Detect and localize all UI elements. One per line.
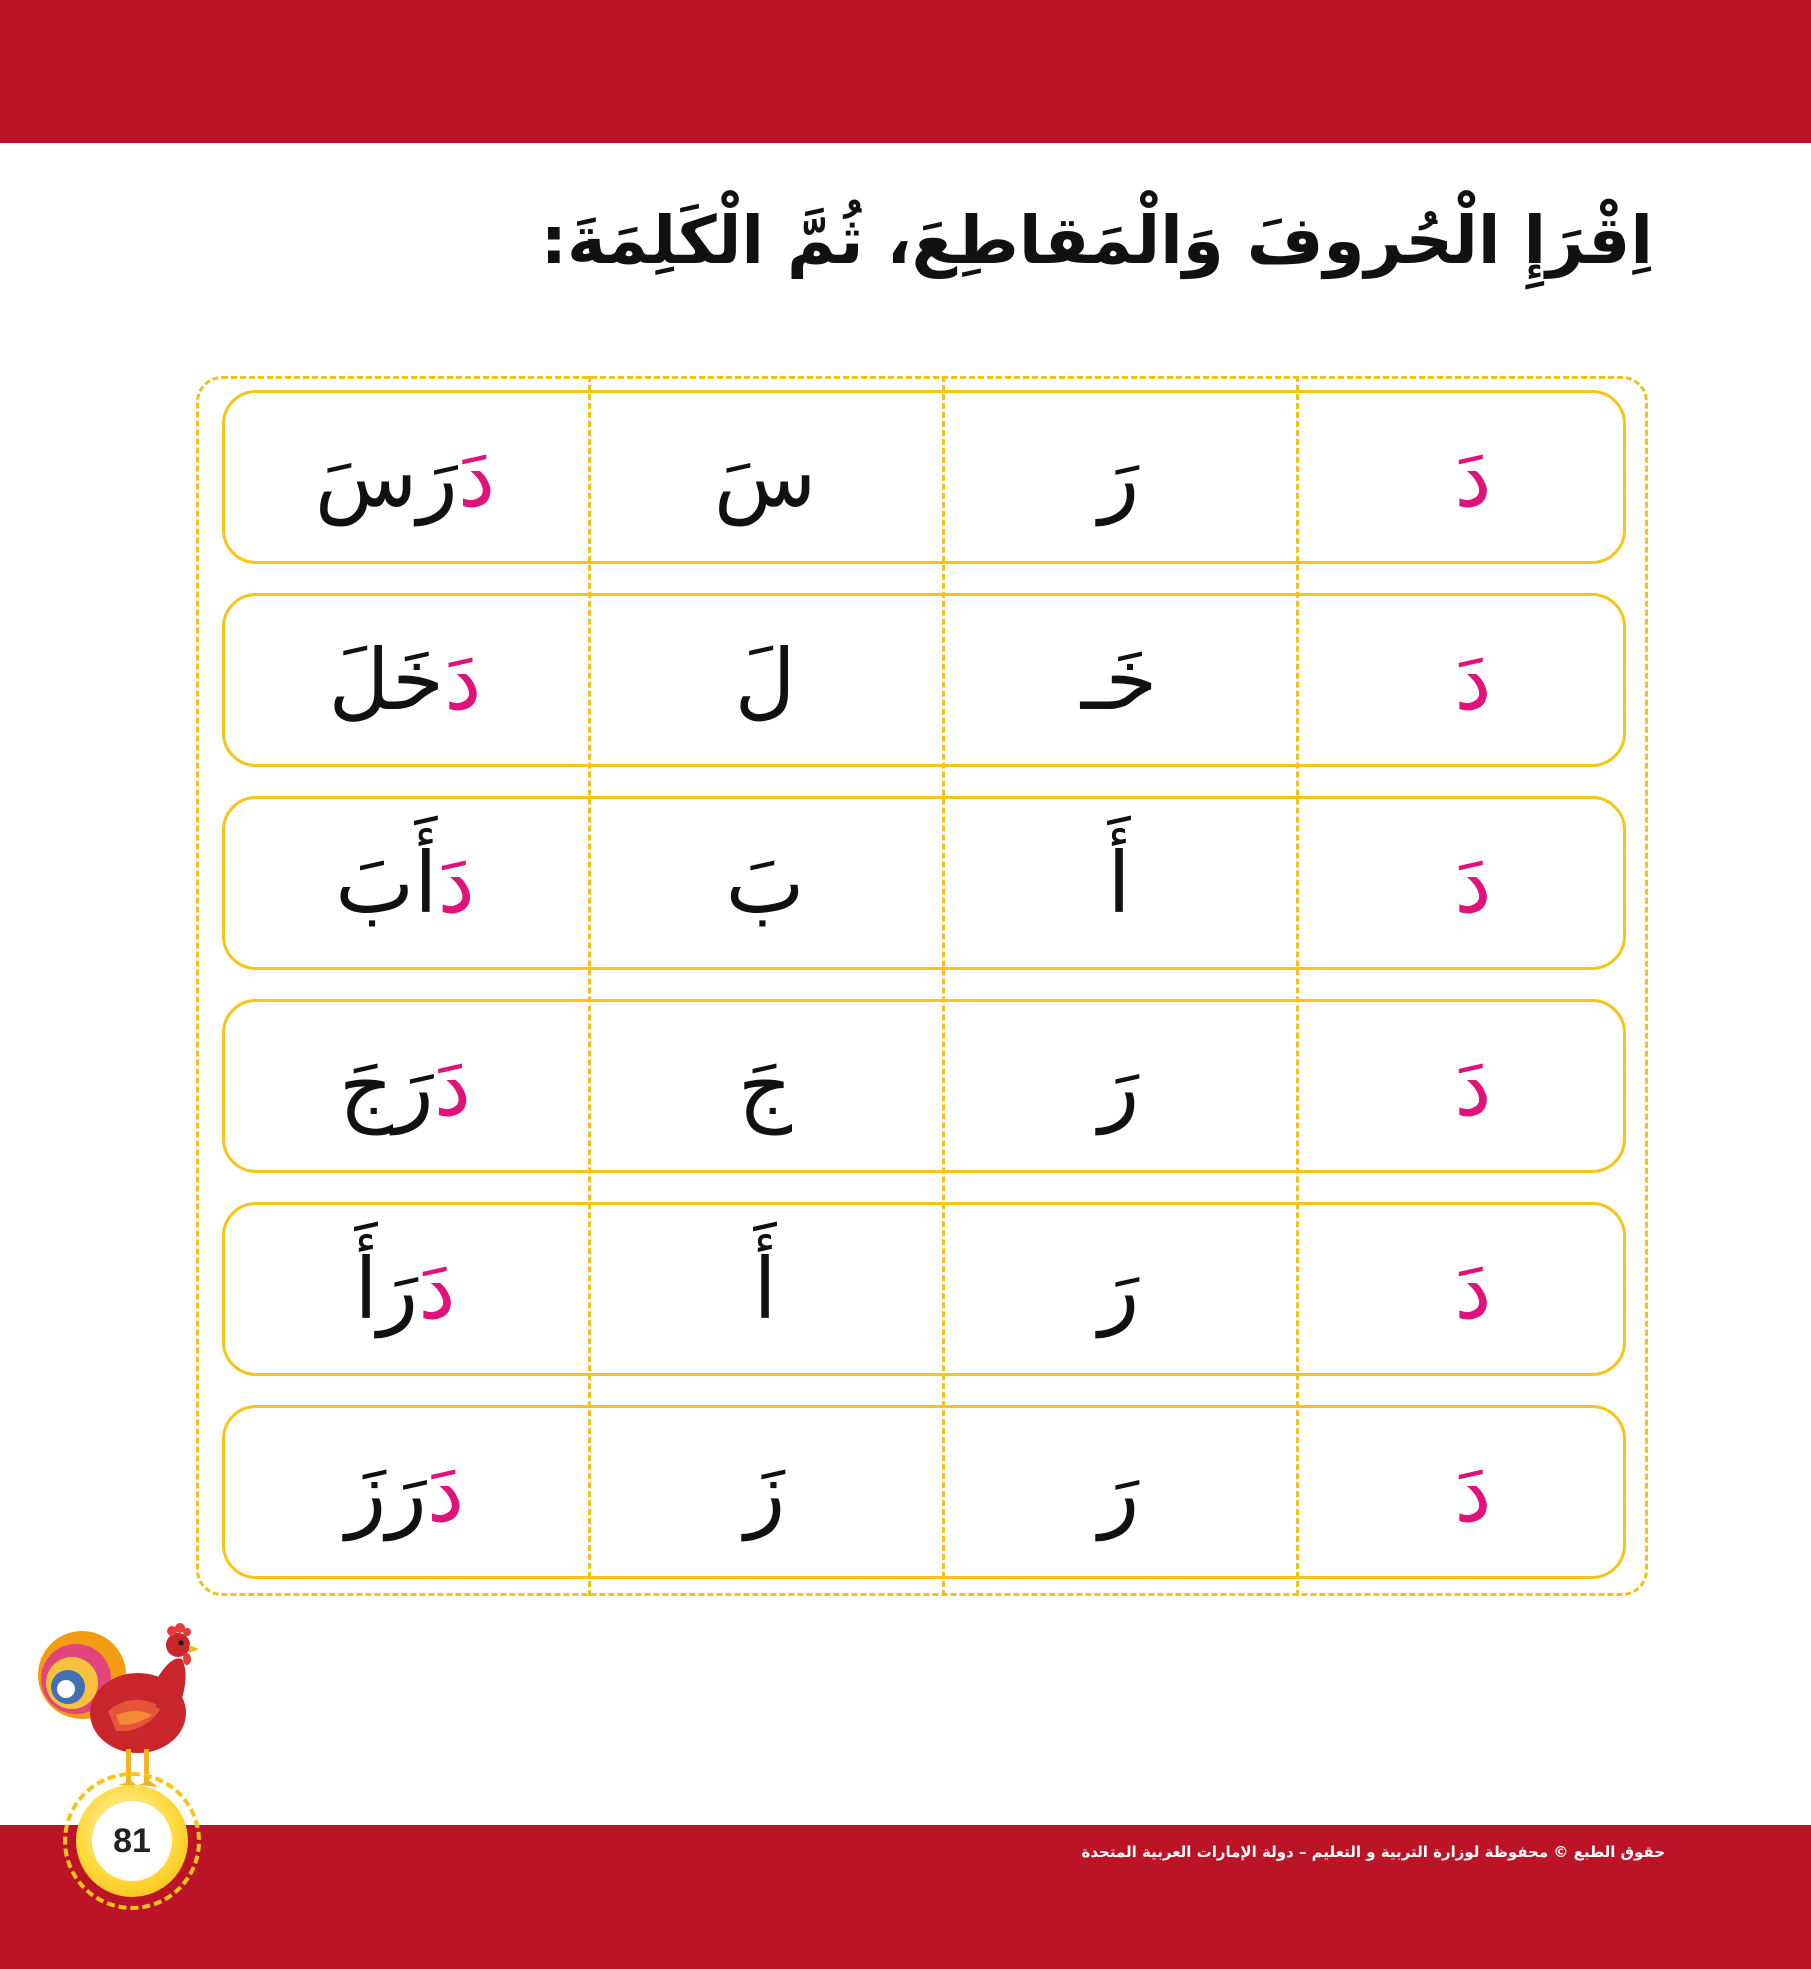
letter: رَ: [1098, 428, 1140, 526]
letter: دَ: [1454, 631, 1492, 729]
syllable: زَ: [744, 1443, 786, 1541]
rooster-icon: [20, 1615, 200, 1795]
letter-cell: [1297, 593, 1649, 767]
letter: دَ: [1454, 834, 1492, 932]
word-rest: رَأَ: [354, 1240, 419, 1338]
syllable-cell: [589, 593, 941, 767]
word-cell: [222, 796, 588, 970]
word-rest: رَزَ: [345, 1443, 427, 1541]
syllable-cell: [589, 1405, 941, 1579]
word-rest: رَجَ: [338, 1037, 434, 1135]
syllable: أَ: [753, 1240, 777, 1338]
letter-cell: [1297, 796, 1649, 970]
word-first-letter: دَ: [437, 834, 475, 932]
syllable: لَ: [734, 631, 796, 729]
word-first-letter: دَ: [418, 1240, 456, 1338]
word-cell: [222, 999, 588, 1173]
letter-cell: [943, 390, 1295, 564]
letter-cell: [1297, 1405, 1649, 1579]
word-rest: رَسَ: [314, 428, 458, 526]
letter-cell: [943, 593, 1295, 767]
word-rest: أَبَ: [335, 834, 438, 932]
syllable-cell: [589, 796, 941, 970]
letter-cell: [1297, 390, 1649, 564]
instruction-heading: اِقْرَإِ الْحُروفَ وَالْمَقاطِعَ، ثُمَّ الْكَلِمَةَ:: [540, 202, 1653, 279]
word-cell: [222, 1202, 588, 1376]
letter: دَ: [1454, 1240, 1492, 1338]
letter-cell: [1297, 1202, 1649, 1376]
syllable-cell: [589, 999, 941, 1173]
word-cell: [222, 1405, 588, 1579]
letter-cell: [943, 796, 1295, 970]
top-header-band: [0, 0, 1811, 143]
letter: رَ: [1098, 1240, 1140, 1338]
syllable: بَ: [725, 834, 805, 932]
letter-cell: [1297, 999, 1649, 1173]
letter-cell: [943, 1202, 1295, 1376]
word-first-letter: دَ: [426, 1443, 465, 1541]
letter: دَ: [1454, 428, 1492, 526]
letter: دَ: [1454, 1443, 1492, 1541]
syllable-cell: [589, 1202, 941, 1376]
letter: رَ: [1098, 1037, 1140, 1135]
letter-cell: [943, 1405, 1295, 1579]
copyright-text: حقوق الطبع © محفوظة لوزارة التربية و التعليم – دولة الإمارات العربية المتحدة: [1081, 1843, 1665, 1861]
letter: دَ: [1454, 1037, 1492, 1135]
page-number-badge: [63, 1772, 201, 1910]
word-first-letter: دَ: [457, 428, 496, 526]
syllable: جَ: [737, 1037, 793, 1135]
letter: خَـ: [1080, 631, 1158, 729]
word-cell: [222, 390, 588, 564]
word-first-letter: دَ: [444, 631, 482, 729]
word-cell: [222, 593, 588, 767]
letter: أَ: [1107, 834, 1131, 932]
syllable-cell: [589, 390, 941, 564]
page-number: 81: [92, 1801, 172, 1881]
word-first-letter: دَ: [433, 1037, 472, 1135]
letter-cell: [943, 999, 1295, 1173]
syllable: سَ: [713, 428, 817, 526]
word-rest: خَلَ: [328, 631, 445, 729]
letter: رَ: [1098, 1443, 1140, 1541]
